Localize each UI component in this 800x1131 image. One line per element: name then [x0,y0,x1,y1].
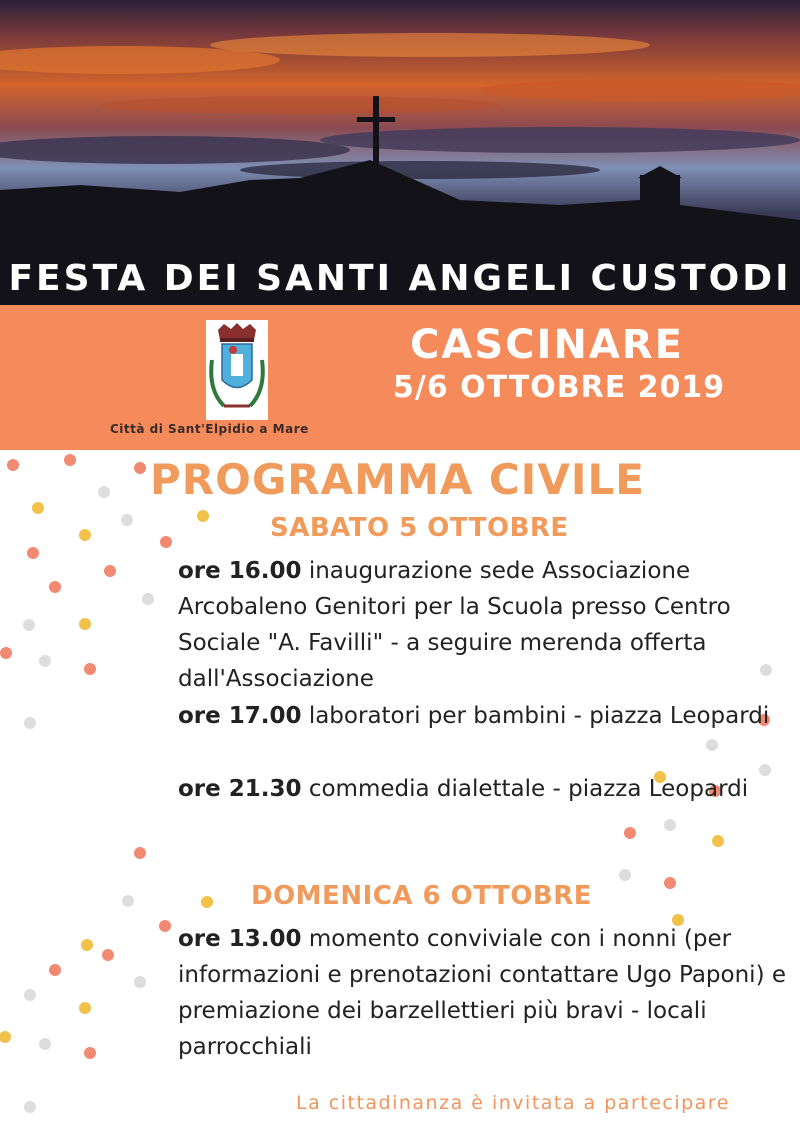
confetti-dot [712,835,724,847]
confetti-dot [664,819,676,831]
confetti-dot [134,847,146,859]
confetti-dot [79,618,91,630]
event-description: laboratori per bambini - piazza Leopardi [301,703,770,729]
event-time: ore 21.30 [178,776,302,802]
confetti-dot [79,1002,91,1014]
event-time: ore 17.00 [178,703,302,729]
confetti-dot [84,1047,96,1059]
confetti-dot [134,462,146,474]
event-item [178,771,778,807]
confetti-dot [39,655,51,667]
confetti-dot [24,989,36,1001]
confetti-dot [27,547,39,559]
event-item [178,921,790,1065]
day-heading-sunday: DOMENICA 6 OTTOBRE [251,881,593,911]
confetti-dot [197,510,209,522]
confetti-dot [49,964,61,976]
confetti-dot [79,529,91,541]
confetti-dot [624,827,636,839]
confetti-dot [134,976,146,988]
confetti-dot [84,663,96,675]
confetti-dot [159,920,171,932]
confetti-dot [39,1038,51,1050]
place-name: CASCINARE [410,322,684,368]
confetti-dot [98,486,110,498]
event-time: ore 13.00 [178,926,302,952]
festival-title: FESTA DEI SANTI ANGELI CUSTODI [8,258,792,299]
event-description: momento conviviale con i nonni (per informazioni e prenotazioni contattare Ugo Paponi) e premiazione dei barzellettieri più bravi - locali parrocchiali [178,926,787,1060]
event-item [178,553,778,697]
event-dates: 5/6 OTTOBRE 2019 [393,370,726,405]
confetti-dot [104,565,116,577]
confetti-dot [122,895,134,907]
confetti-dot [24,717,36,729]
confetti-dot [49,581,61,593]
confetti-dot [619,869,631,881]
confetti-dot [664,877,676,889]
sunset-photo [0,0,800,305]
confetti-dot [102,949,114,961]
city-crest-icon [204,320,270,420]
invitation-footer: La cittadinanza è invitata a partecipare [296,1092,730,1114]
confetti-dot [23,619,35,631]
city-caption: Città di Sant'Elpidio a Mare [110,422,309,436]
confetti-dot [201,896,213,908]
confetti-dot [32,502,44,514]
event-description: inaugurazione sede Associazione Arcobaleno Genitori per la Scuola presso Centro Sociale "A. Favilli" - a seguire merenda offerta dall'Associazione [178,558,731,692]
confetti-dot [24,1101,36,1113]
day-heading-saturday: SABATO 5 OTTOBRE [270,513,569,543]
confetti-dot [121,514,133,526]
event-description: commedia dialettale - piazza Leopardi [301,776,749,802]
confetti-dot [0,647,12,659]
confetti-dot [7,459,19,471]
confetti-dot [64,454,76,466]
event-item [178,698,778,734]
confetti-dot [0,1031,11,1043]
event-time: ore 16.00 [178,558,302,584]
confetti-dot [160,536,172,548]
programme-heading: PROGRAMMA CIVILE [150,455,645,504]
confetti-dot [142,593,154,605]
confetti-dot [706,739,718,751]
confetti-dot [81,939,93,951]
